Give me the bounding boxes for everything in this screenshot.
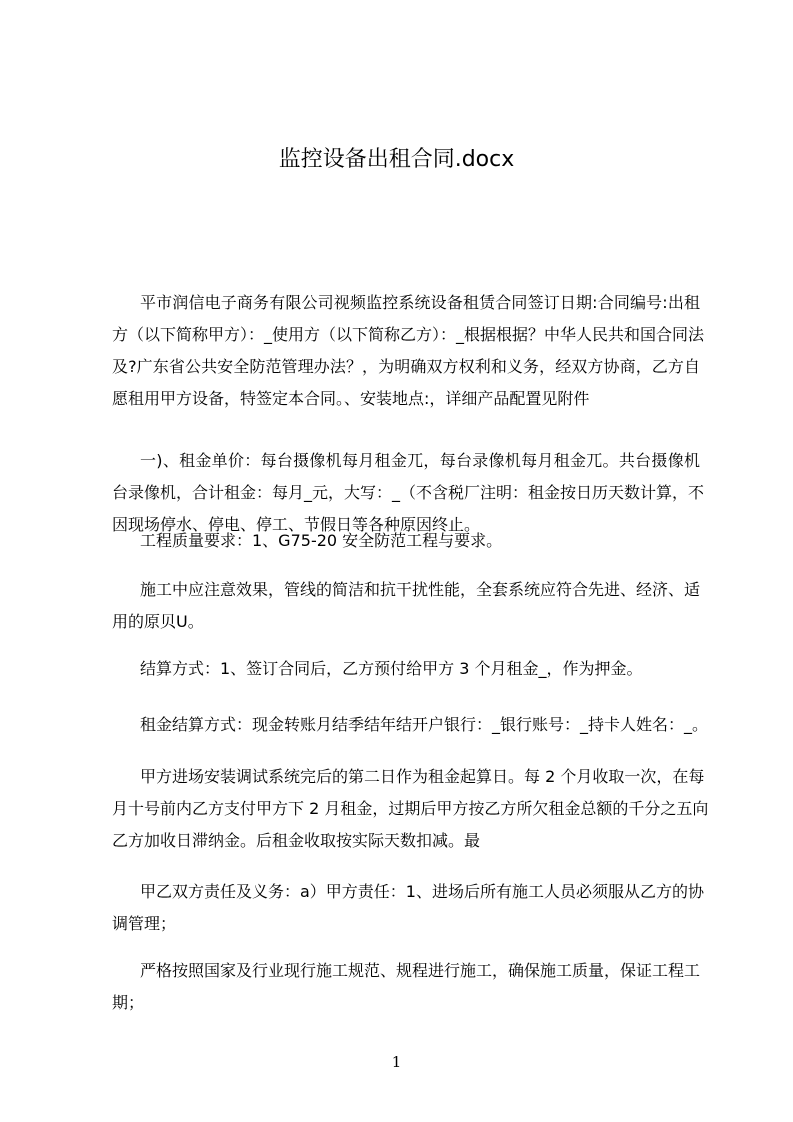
text-line: 租金结算方式：现金转账月结季结年结开户银行：_银行账号：_持卡人姓名：_。 (140, 715, 709, 734)
document-title: 监控设备出租合同.docx (278, 147, 515, 172)
text-line: 用的原贝U。 (112, 612, 204, 631)
text-line: 愿租用甲方设备，特签定本合同。、安装地点:，详细产品配置见附件 (112, 389, 590, 408)
text-line: 一)、租金单价：每台摄像机每月租金兀，每台录像机每月租金兀。共台摄像机 (140, 451, 700, 470)
text-line: 因现场停水、停电、停工、节假日等各种原因终止。 (112, 515, 481, 534)
text-line: 台录像机，合计租金：每月_元，大写：_（不含税厂注明：租金按日历天数计算，不 (112, 483, 705, 502)
text-line: 及?广东省公共安全防范管理办法？，为明确双方权利和义务，经双方协商，乙方自 (112, 357, 700, 376)
paragraph (112, 574, 700, 638)
paragraph (112, 287, 705, 415)
paragraph (112, 653, 700, 685)
paragraph (112, 955, 700, 1019)
text-line: 平市润信电子商务有限公司视频监控系统设备租赁合同签订日期:合同编号:出租 (140, 293, 700, 312)
page-number: 1 (391, 1053, 402, 1071)
paragraph (112, 761, 709, 857)
text-line: 方（以下简称甲方）：_使用方（以下简称乙方）：_根据根据？中华人民共和国合同法 (112, 325, 705, 344)
text-line: 调管理； (112, 914, 177, 933)
text-line: 甲乙双方责任及义务：a）甲方责任：1、进场后所有施工人员必须服从乙方的协 (140, 882, 704, 901)
paragraph (112, 525, 700, 557)
text-line: 期； (112, 993, 145, 1012)
text-line: 结算方式：1、签订合同后，乙方预付给甲方 3 个月租金_，作为押金。 (140, 659, 643, 678)
text-line: 甲方进场安装调试系统完后的第二日作为租金起算日。每 2 个月收取一次，在每 (140, 767, 705, 786)
text-line: 施工中应注意效果，管线的简洁和抗干扰性能，全套系统应符合先进、经济、适 (140, 580, 701, 599)
paragraph (112, 876, 704, 940)
text-line: 乙方加收日滞纳金。后租金收取按实际天数扣减。最 (112, 831, 481, 850)
text-line: 月十号前内乙方支付甲方下 2 月租金，过期后甲方按乙方所欠租金总额的千分之五向 (112, 799, 709, 818)
text-line: 工程质量要求：1、G75-20 安全防范工程与要求。 (140, 531, 503, 550)
paragraph (112, 709, 709, 741)
text-line: 严格按照国家及行业现行施工规范、规程进行施工，确保施工质量，保证工程工 (140, 961, 701, 980)
